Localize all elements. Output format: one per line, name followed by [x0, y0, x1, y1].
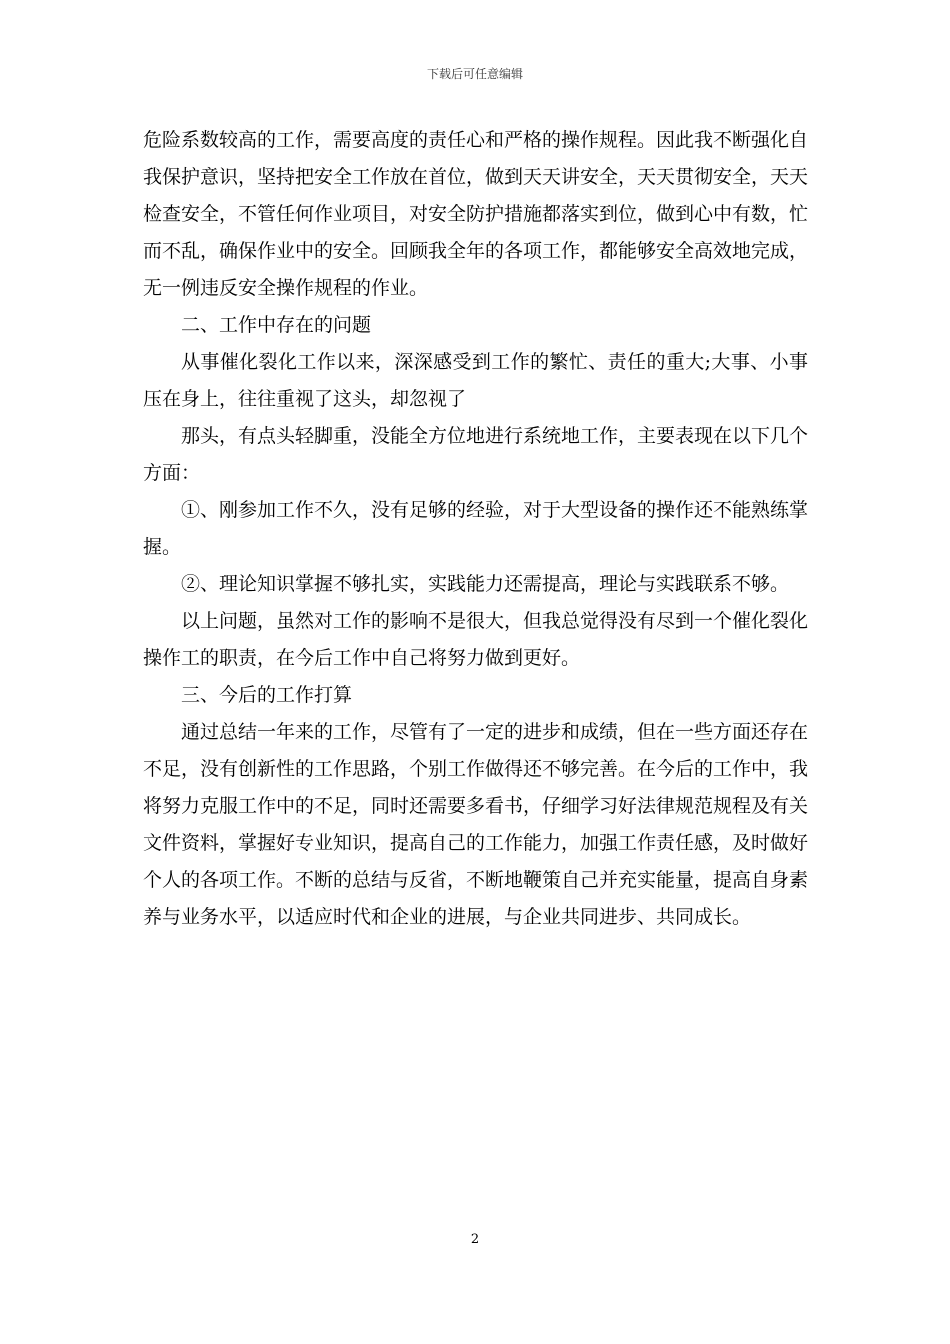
paragraph-plans: 通过总结一年来的工作，尽管有了一定的进步和成绩，但在一些方面还存在不足，没有创新性的工作思路，个别工作做得还不够完善。在今后的工作中，我将努力克服工作中的不足，同时还需要多看书，仔细学习好法律规范规程及有关文件资料，掌握好专业知识，提高自己的工作能力，加强工作责任感，及时做好个人的各项工作。不断的总结与反省，不断地鞭策自己并充实能量，提高自身素养与业务水平，以适应时代和企业的进展，与企业共同进步、共同成长。: [143, 721, 809, 928]
list-item-problem-2: ②、理论知识掌握不够扎实，实践能力还需提高，理论与实践联系不够。: [181, 573, 790, 595]
paragraph-problems-intro: 从事催化裂化工作以来，深深感受到工作的繁忙、责任的重大;大事、小事压在身上，往往重视了这头，却忽视了: [143, 351, 808, 410]
paragraph-safety-continuation: 危险系数较高的工作，需要高度的责任心和严格的操作规程。因此我不断强化自我保护意识，坚持把安全工作放在首位，做到天天讲安全，天天贯彻安全，天天检查安全，不管任何作业项目，对安全防护措施都落实到位，做到心中有数，忙而不乱，确保作业中的安全。回顾我全年的各项工作，都能够安全高效地完成，无一例违反安全操作规程的作业。: [143, 129, 809, 299]
paragraph-problems-summary: 以上问题，虽然对工作的影响不是很大，但我总觉得没有尽到一个催化裂化操作工的职责，在今后工作中自己将努力做到更好。: [143, 610, 809, 669]
paragraph-problems-aspects: 那头，有点头轻脚重，没能全方位地进行系统地工作，主要表现在以下几个方面：: [143, 425, 809, 484]
document-body: [143, 122, 808, 936]
list-item-problem-1: ①、刚参加工作不久，没有足够的经验，对于大型设备的操作还不能熟练掌握。: [143, 499, 809, 558]
page-header: 下载后可任意编辑: [426, 67, 523, 81]
section-heading-plans: 三、今后的工作打算: [181, 684, 353, 706]
section-heading-problems: 二、工作中存在的问题: [181, 314, 372, 336]
page-number: 2: [470, 1232, 480, 1247]
